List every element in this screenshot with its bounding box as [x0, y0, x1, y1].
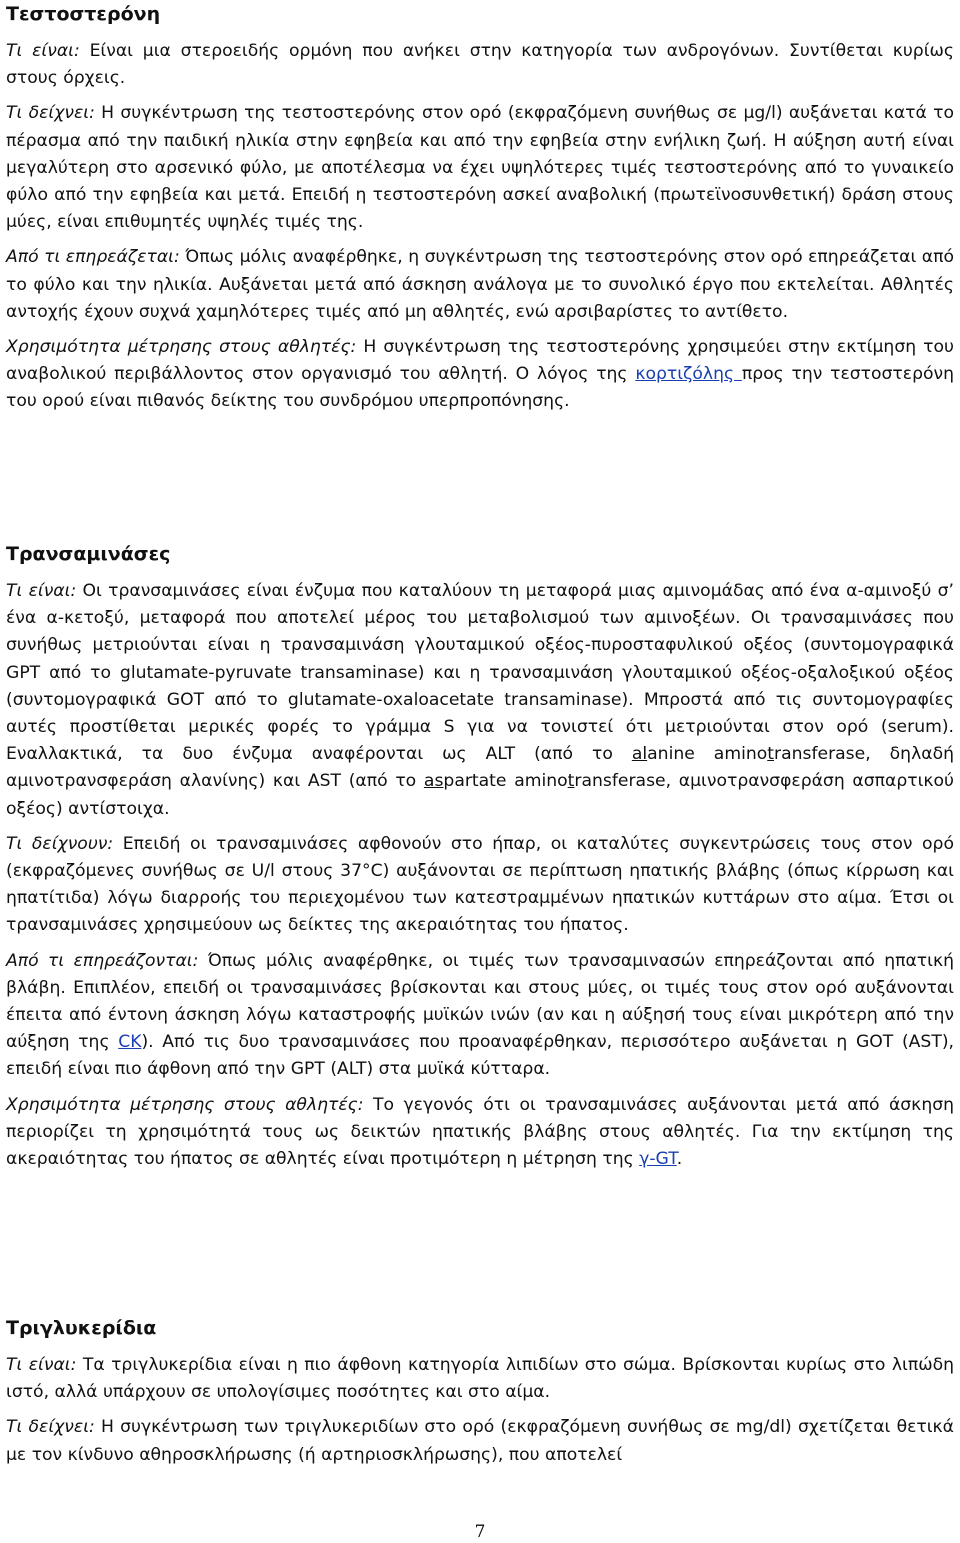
- cortisol-link[interactable]: κορτιζόλης: [635, 364, 742, 385]
- paragraph-what-is: Τι είναι: Είναι μια στεροειδής ορμόνη που ανήκει στην κατηγορία των ανδρογόνων. Συντίθεται κυρίως στους όρχεις.: [6, 41, 954, 89]
- paragraph-label: Από τι επηρεάζεται:: [6, 247, 180, 268]
- ggt-link[interactable]: γ-GT: [639, 1149, 677, 1170]
- paragraph-what-shows: Τι δείχνει: Η συγκέντρωση της τεστοστερόνης στον ορό (εκφραζόμενη συνήθως σε μg/l) αυξάνεται κατά το πέρασμα από την παιδική ηλικία στην εφηβεία και από την εφηβεία στην ενήλικη ζωή. Η αύξηση αυτή είναι μεγαλύτερη στο αρσενικό φύλο, με αποτέλεσμα να έχει υψηλότερες τιμές τεστοστερόνης από το γυναικείο φύλο από την εφηβεία και μετά. Επειδή η τεστοστερόνη ασκεί αναβολική (πρωτεϊνοσυνθετική) δράση στους μύες, είναι επιθυμητές υψηλές τιμές της.: [6, 103, 954, 233]
- section-title-triglycerides: Τριγλυκερίδια: [6, 1317, 157, 1339]
- paragraph-usefulness: Χρησιμότητα μέτρησης στους αθλητές: Η συγκέντρωση της τεστοστερόνης χρησιμεύει στην εκτίμηση του αναβολικού περιβάλλοντος στον οργανισμό του αθλητή. Ο λόγος της κορτιζόλης προς την τεστοστερόνη του ορού είναι πιθανός δείκτης του συνδρόμου υπερπροπόνησης.: [6, 337, 954, 412]
- paragraph-label: Τι δείχνει:: [6, 1417, 95, 1438]
- page-number: 7: [474, 1522, 486, 1542]
- section-title-testosterone: Τεστοστερόνη: [6, 3, 161, 25]
- section-transaminases: [6, 540, 954, 1181]
- paragraph-what-is: Τι είναι: Οι τρανσαμινάσες είναι ένζυμα που καταλύουν τη μεταφορά μιας αμινομάδας από ένα α-αμινοξύ σ’ ένα α-κετοξύ, μεταφορά που αποτελεί μέρος του μεταβολισμού των αμινοξέων. Οι τρανσαμινάσες που συνήθως μετριούνται είναι η τρανσαμινάση γλουταμικού οξέος-πυροσταφυλικού οξέος (συντομογραφικά GPT από το glutamate-pyruvate transaminase) και η τρανσαμινάση γλουταμικού οξέος-οξαλοξικού οξέος (συντομογραφικά GOT από το glutamate-oxaloacetate transaminase). Μπροστά από τις συντομογραφίες αυτές προστίθεται μερικές φορές το γράμμα S για να τονιστεί ότι μετριούνται στον ορό (serum). Εναλλακτικά, τα δυο ένζυμα αναφέρονται ως ALT (από το alanine aminotransferase, δηλαδή αμινοτρανσφεράση αλανίνης) και AST (από το aspartate aminotransferase, αμινοτρανσφεράση ασπαρτικού οξέος) αντίστοιχα.: [6, 581, 955, 819]
- ck-link[interactable]: CK: [118, 1032, 142, 1053]
- paragraph-affected-by: Από τι επηρεάζονται: Όπως μόλις αναφέρθηκε, οι τιμές των τρανσαμινασών επηρεάζονται από ηπατική βλάβη. Επιπλέον, επειδή οι τρανσαμινάσες βρίσκονται και στους μύες, οι τιμές τους στον ορό αυξάνονται έπειτα από έντονη άσκηση λόγω καταστροφής μυϊκών ινών (αν και η αύξησή τους είναι μικρότερη από την αύξηση της CK). Από τις δυο τρανσαμινάσες που προαναφέρθηκαν, περισσότερο αυξάνεται η GOT (AST), επειδή είναι πιο άφθονη από την GPT (ALT) στα μυϊκά κύτταρα.: [6, 950, 954, 1080]
- paragraph-what-is: Τι είναι: Τα τριγλυκερίδια είναι η πιο άφθονη κατηγορία λιπιδίων στο σώμα. Βρίσκονται κυρίως στο λιπώδη ιστό, αλλά υπάρχουν σε υπολογίσιμες ποσότητες και στο αίμα.: [6, 1355, 954, 1403]
- paragraph-label: Τι δείχνουν:: [6, 833, 114, 854]
- paragraph-label: Από τι επηρεάζονται:: [6, 950, 199, 971]
- paragraph-what-shows: Τι δείχνει: Η συγκέντρωση των τριγλυκεριδίων στο ορό (εκφραζόμενη συνήθως σε mg/dl) σχετίζεται θετικά με τον κίνδυνο αθηροσκλήρωσης (ή αρτηριοσκλήρωσης), που αποτελεί: [6, 1417, 954, 1465]
- section-testosterone: [6, 0, 954, 424]
- paragraph-what-shows: Τι δείχνουν: Επειδή οι τρανσαμινάσες αφθονούν στο ήπαρ, οι καταλύτες συγκεντρώσεις τους στον ορό (εκφραζόμενες συνήθως σε U/l στους 37°C) αυξάνονται σε περίπτωση ηπατικής βλάβης (όπως κίρρωση και ηπατίτιδα) λόγω διαρροής του περιεχομένου των κατεστραμμένων ηπατικών κυττάρων στο αίμα. Έτσι οι τρανσαμινάσες χρησιμεύουν ως δείκτες της ακεραιότητας του ήπατος.: [6, 833, 954, 936]
- paragraph-label: Χρησιμότητα μέτρησης στους αθλητές:: [6, 1094, 364, 1115]
- paragraph-label: Χρησιμότητα μέτρησης στους αθλητές:: [6, 337, 357, 358]
- section-title-transaminases: Τρανσαμινάσες: [6, 543, 171, 565]
- paragraph-label: Τι είναι:: [6, 41, 80, 61]
- section-triglycerides: [6, 1314, 954, 1477]
- paragraph-affected-by: Από τι επηρεάζεται: Όπως μόλις αναφέρθηκε, η συγκέντρωση της τεστοστερόνης στον ορό επηρεάζεται από το φύλο και την ηλικία. Αυξάνεται μετά από άσκηση ανάλογα με το συνολικό έργο που εκτελείται. Αθλητές αντοχής έχουν συχνά χαμηλότερες τιμές από μη αθλητές, ενώ αρσιβαρίστες το αντίθετο.: [6, 247, 954, 322]
- paragraph-label: Τι δείχνει:: [6, 103, 95, 124]
- paragraph-usefulness: Χρησιμότητα μέτρησης στους αθλητές: Το γεγονός ότι οι τρανσαμινάσες αυξάνονται μετά από άσκηση περιορίζει τη χρησιμότητά τους ως δεικτών ηπατικής βλάβης στους αθλητές. Για την εκτίμηση της ακεραιότητας του ήπατος σε αθλητές είναι προτιμότερη η μέτρηση της γ-GT.: [6, 1094, 954, 1170]
- paragraph-label: Τι είναι:: [6, 581, 77, 601]
- paragraph-label: Τι είναι:: [6, 1355, 77, 1375]
